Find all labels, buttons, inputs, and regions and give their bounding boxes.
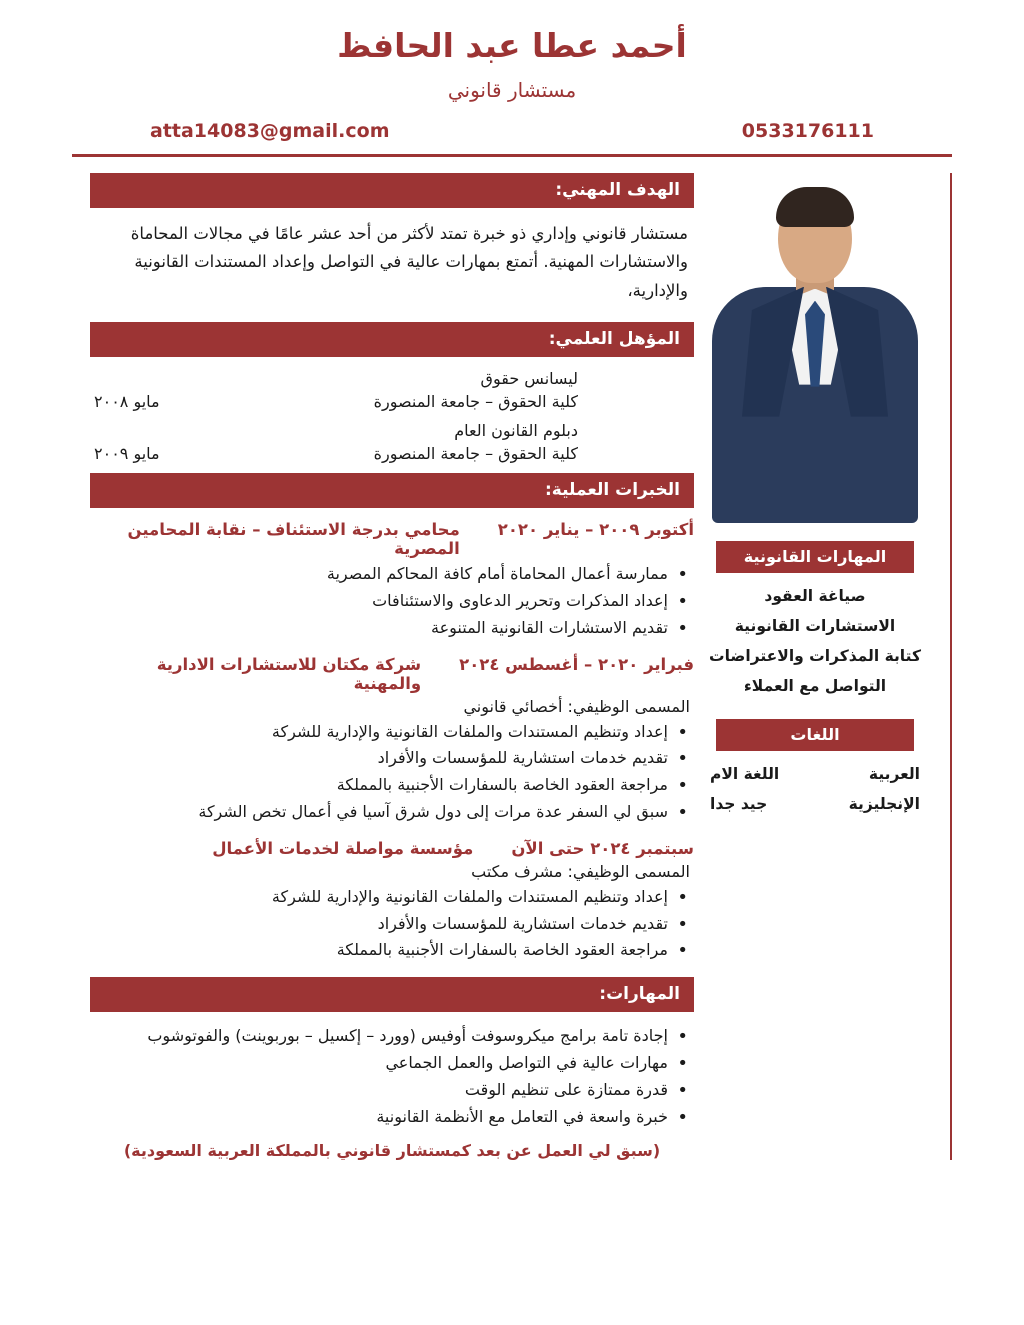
phone-text: 0533176111	[741, 119, 874, 142]
education-date: مايو ٢٠٠٨	[94, 392, 160, 412]
section-title-legal-skills: المهارات القانونية	[716, 541, 914, 573]
experience-item	[90, 520, 694, 640]
list-item: • إعداد المذكرات وتحرير الدعاوى والاستئنافات	[90, 589, 694, 614]
list-item: • خبرة واسعة في التعامل مع الأنظمة القانونية	[90, 1105, 694, 1130]
education-degree: ليسانس حقوق	[480, 369, 578, 389]
experience-org: شركة مكتان للاستشارات الادارية والمهنية	[156, 654, 422, 693]
experience-role: المسمى الوظيفي: مشرف مكتب	[471, 861, 690, 881]
list-item: • مراجعة العقود الخاصة بالسفارات الأجنبية بالمملكة	[90, 938, 694, 963]
list-item: • سبق لي السفر عدة مرات إلى دول شرق آسيا في أعمال تخص الشركة	[90, 800, 694, 825]
language-name: الإنجليزية	[848, 794, 920, 813]
section-title-skills: المهارات:	[90, 977, 694, 1012]
experience-org: محامي بدرجة الاستئناف – نقابة المحامين المصرية	[127, 520, 460, 559]
list-item: • تقديم الاستشارات القانونية المتنوعة	[90, 616, 694, 641]
list-item: • مهارات عالية في التواصل والعمل الجماعي	[90, 1051, 694, 1076]
experience-date: سبتمبر ٢٠٢٤ حتى الآن	[511, 838, 694, 858]
education-item	[90, 369, 694, 411]
experience-item	[90, 839, 694, 963]
section-title-experience: الخبرات العملية:	[90, 473, 694, 508]
education-degree: دبلوم القانون العام	[454, 421, 578, 441]
experience-item	[90, 655, 694, 825]
experience-bullets	[90, 720, 694, 825]
job-title: مستشار قانوني	[447, 77, 577, 102]
list-item: كتابة المذكرات والاعتراضات	[709, 646, 921, 665]
language-level: جيد جدا	[710, 794, 768, 813]
experience-date: أكتوبر ٢٠٠٩ – يناير ٢٠٢٠	[497, 520, 694, 540]
list-item: التواصل مع العملاء	[743, 676, 887, 695]
avatar	[694, 173, 936, 523]
main-column	[72, 173, 694, 1161]
skills-bullets	[90, 1024, 694, 1129]
portrait-photo	[710, 183, 920, 523]
list-item: • إعداد وتنظيم المستندات والملفات القانونية والإدارية للشركة	[90, 885, 694, 910]
experience-org: مؤسسة مواصلة لخدمات الأعمال	[212, 838, 474, 858]
list-item: • قدرة ممتازة على تنظيم الوقت	[90, 1078, 694, 1103]
list-item: • ممارسة أعمال المحاماة أمام كافة المحاكم المصرية	[90, 562, 694, 587]
language-name: العربية	[868, 764, 920, 783]
list-item: • إعداد وتنظيم المستندات والملفات القانونية والإدارية للشركة	[90, 720, 694, 745]
section-title-languages: اللغات	[716, 719, 914, 751]
education-school: كلية الحقوق – جامعة المنصورة	[373, 444, 578, 464]
list-item: • تقديم خدمات استشارية للمؤسسات والأفراد	[90, 912, 694, 937]
education-date: مايو ٢٠٠٩	[94, 444, 160, 464]
experience-date: فبراير ٢٠٢٠ – أغسطس ٢٠٢٤	[459, 654, 694, 674]
page-title: أحمد عطا عبد الحافظ	[337, 26, 687, 65]
section-title-education: المؤهل العلمي:	[90, 322, 694, 357]
legal-skills-list	[694, 587, 936, 695]
resume-header	[0, 0, 1024, 157]
list-item: الاستشارات القانونية	[734, 616, 896, 635]
list-item	[710, 795, 920, 813]
education-item	[90, 421, 694, 463]
contact-row	[150, 120, 874, 142]
list-item: • تقديم خدمات استشارية للمؤسسات والأفراد	[90, 746, 694, 771]
list-item: صياغة العقود	[764, 586, 866, 605]
experience-bullets	[90, 562, 694, 640]
list-item	[710, 765, 920, 783]
skills-note: (سبق لي العمل عن بعد كمستشار قانوني بالمملكة العربية السعودية)	[123, 1141, 661, 1161]
content-columns	[72, 157, 952, 1161]
experience-role: المسمى الوظيفي: أخصائي قانوني	[463, 696, 690, 716]
sidebar	[694, 173, 952, 1161]
language-level: اللغة الام	[710, 764, 780, 783]
email-text: atta14083@gmail.com	[150, 119, 390, 142]
list-item: • إجادة تامة برامج ميكروسوفت أوفيس (وورد – إكسيل – بوربوينت) والفوتوشوب	[90, 1024, 694, 1049]
portrait-hair	[776, 187, 854, 227]
section-title-objective: الهدف المهني:	[90, 173, 694, 208]
list-item: • مراجعة العقود الخاصة بالسفارات الأجنبية بالمملكة	[90, 773, 694, 798]
education-school: كلية الحقوق – جامعة المنصورة	[373, 392, 578, 412]
objective-text: مستشار قانوني وإداري ذو خبرة تمتد لأكثر من أحد عشر عامًا في مجالات المحاماة والاستشارات المهنية. أتمتع بمهارات عالية في التواصل وإعداد المستندات القانونية والإدارية،	[130, 223, 688, 301]
experience-bullets	[90, 885, 694, 963]
